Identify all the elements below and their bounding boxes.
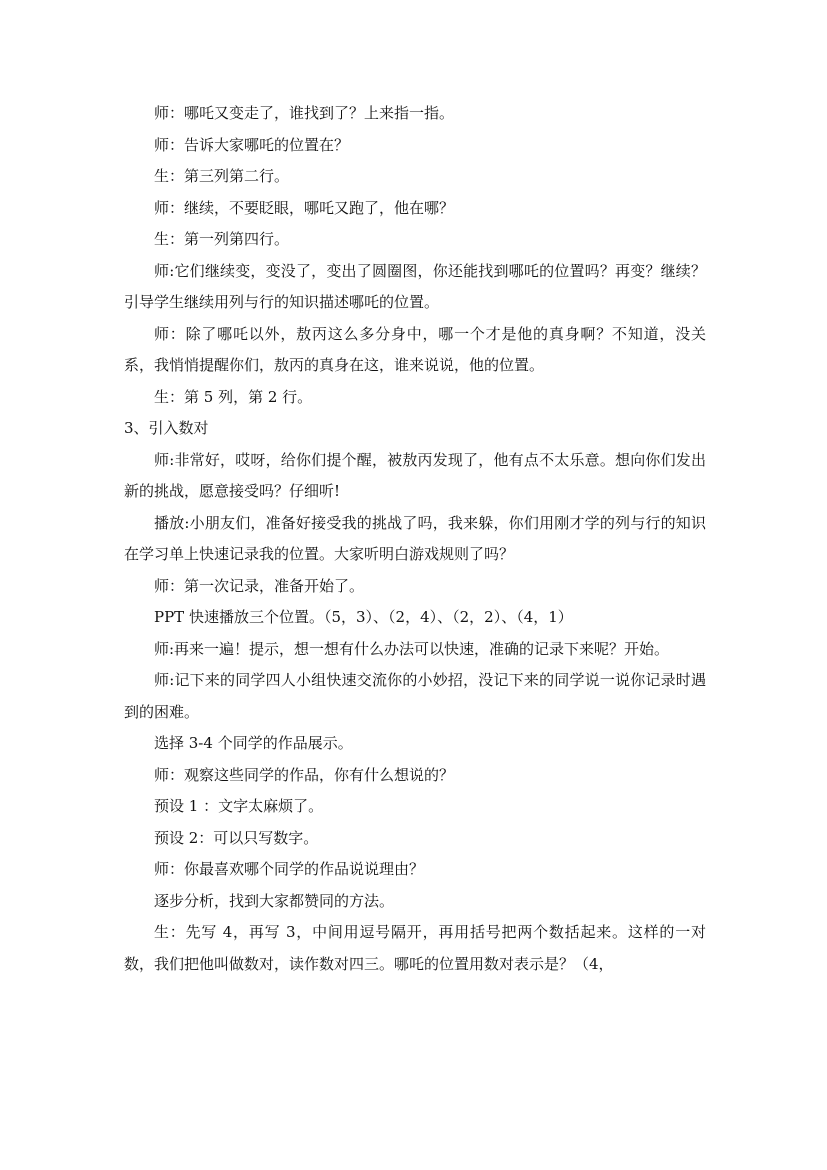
paragraph: 师:再来一遍！提示，想一想有什么办法可以快速，准确的记录下来呢？开始。 bbox=[154, 639, 670, 658]
paragraph: 师:它们继续变，变没了，变出了圆圈图，你还能找到哪吒的位置吗？再变？继续？引导学生继续用列与行的知识描述哪吒的位置。 bbox=[124, 261, 706, 311]
paragraph: 生：第三列第二行。 bbox=[154, 167, 290, 185]
paragraph: 预设 2：可以只写数字。 bbox=[154, 828, 319, 847]
paragraph: 师：观察这些同学的作品，你有什么想说的？ bbox=[154, 765, 455, 784]
paragraph: 生：先写 4，再写 3，中间用逗号隔开，再用括号把两个数括起来。这样的一对数，我们把他叫做数对，读作数对四三。哪吒的位置用数对表示是？（4， bbox=[124, 923, 706, 973]
paragraph: 预设 1 ：文字太麻烦了。 bbox=[154, 797, 324, 815]
paragraph: 师：哪吒又变走了，谁找到了？上来指一指。 bbox=[154, 104, 455, 122]
section-heading: 3、引入数对 bbox=[124, 419, 209, 437]
paragraph: PPT 快速播放三个位置。（5，3）、（2，4）、（2，2）、（4，1） bbox=[154, 608, 573, 626]
paragraph: 生：第一列第四行。 bbox=[154, 230, 290, 248]
paragraph: 播放:小朋友们，准备好接受我的挑战了吗，我来躲，你们用刚才学的列与行的知识在学习单上快速记录我的位置。大家听明白游戏规则了吗？ bbox=[124, 513, 706, 563]
paragraph: 师:记下来的同学四人小组快速交流你的小妙招，没记下来的同学说一说你记录时遇到的困难。 bbox=[124, 671, 706, 721]
paragraph: 师：除了哪吒以外，敖丙这么多分身中，哪一个才是他的真身啊？不知道，没关系，我悄悄提醒你们，敖丙的真身在这，谁来说说，他的位置。 bbox=[124, 324, 706, 374]
paragraph: 逐步分析，找到大家都赞同的方法。 bbox=[154, 891, 395, 910]
paragraph: 师：你最喜欢哪个同学的作品说说理由？ bbox=[154, 860, 425, 878]
paragraph: 生：第 5 列，第 2 行。 bbox=[154, 387, 313, 406]
paragraph: 师:非常好，哎呀，给你们提个醒，被敖丙发现了，他有点不太乐意。想向你们发出新的挑战，愿意接受吗？仔细听! bbox=[124, 450, 706, 500]
paragraph: 师：告诉大家哪吒的位置在？ bbox=[154, 135, 350, 154]
paragraph: 选择 3-4 个同学的作品展示。 bbox=[154, 734, 353, 752]
paragraph: 师：继续，不要眨眼，哪吒又跑了，他在哪？ bbox=[154, 198, 455, 217]
paragraph: 师：第一次记录，准备开始了。 bbox=[154, 576, 365, 595]
document-body bbox=[124, 98, 706, 980]
